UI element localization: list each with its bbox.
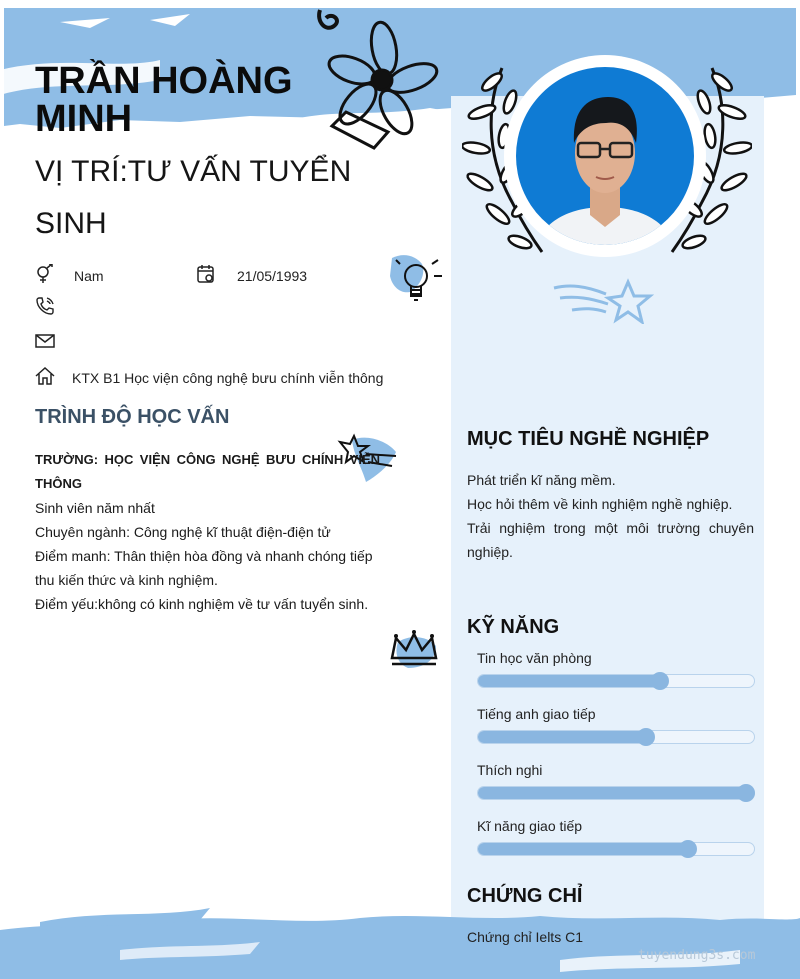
skill-label: Tiếng anh giao tiếp (477, 706, 596, 722)
objective-line: Học hỏi thêm về kinh nghiệm nghề nghiệp. (467, 496, 733, 512)
name-line-1: TRẦN HOÀNG (35, 60, 293, 102)
education-line: Sinh viên năm nhất (35, 500, 155, 516)
skill-bar-fill (478, 675, 660, 687)
education-line: Điểm yếu:không có kinh nghiệm về tư vấn tuyển sinh. (35, 596, 369, 612)
footer-brush-decoration (0, 900, 800, 979)
home-icon (34, 366, 56, 386)
mail-icon (35, 333, 55, 349)
lightbulb-doodle-icon (386, 252, 446, 308)
skill-bar-fill (478, 843, 688, 855)
profile-photo (516, 67, 694, 245)
skill-bar-fill (478, 731, 646, 743)
skills-heading: KỸ NĂNG (467, 616, 560, 638)
skill-bar (477, 674, 755, 688)
certificate-item: Chứng chỉ Ielts C1 (467, 929, 583, 945)
phone-icon (35, 296, 55, 316)
gender-value: Nam (74, 268, 104, 284)
address-value: KTX B1 Học viện công nghệ bưu chính viễn thông (72, 370, 384, 386)
skill-bar-knob (637, 728, 655, 746)
skill-bar (477, 842, 755, 856)
skill-label: Tin học văn phòng (477, 650, 592, 666)
skill-bar-fill (478, 787, 746, 799)
position-title (35, 146, 355, 250)
candidate-name (35, 62, 365, 138)
objective-heading: MỤC TIÊU NGHỀ NGHIỆP (467, 428, 710, 450)
gender-icon (35, 264, 55, 284)
objective-line: Trải nghiệm trong một môi trường chuyên nghiệp. (467, 520, 754, 560)
objective-block (467, 468, 754, 564)
skill-label: Kĩ năng giao tiếp (477, 818, 583, 834)
shooting-star-doodle-icon (550, 278, 654, 324)
position-line-2: SINH (35, 207, 107, 240)
education-heading: TRÌNH ĐỘ HỌC VẤN (35, 406, 230, 428)
education-line: Điểm manh: Thân thiện hòa đồng và nhanh chóng tiếp thu kiến thức và kinh nghiệm. (35, 548, 373, 588)
school-name: TRƯỜNG: HỌC VIỆN CÔNG NGHỆ BƯU CHÍNH VIỄN THÔNG (35, 452, 380, 491)
calendar-icon (196, 264, 216, 284)
skill-bar (477, 730, 755, 744)
skill-bar-knob (737, 784, 755, 802)
education-line: Chuyên ngành: Công nghệ kĩ thuật điện-điện tử (35, 524, 331, 540)
crown-doodle-icon (388, 628, 440, 672)
certificates-heading: CHỨNG CHỈ (467, 885, 583, 907)
watermark: tuyendung3s.com (638, 948, 756, 963)
skill-bar (477, 786, 755, 800)
objective-line: Phát triển kĩ năng mềm. (467, 472, 616, 488)
skill-bar-knob (651, 672, 669, 690)
education-block (35, 448, 380, 616)
skill-bar-knob (679, 840, 697, 858)
birthdate-value: 21/05/1993 (237, 268, 308, 284)
skill-label: Thích nghi (477, 762, 543, 778)
name-line-2: MINH (35, 98, 133, 140)
position-line-1: VỊ TRÍ:TƯ VẤN TUYỂN (35, 155, 352, 188)
